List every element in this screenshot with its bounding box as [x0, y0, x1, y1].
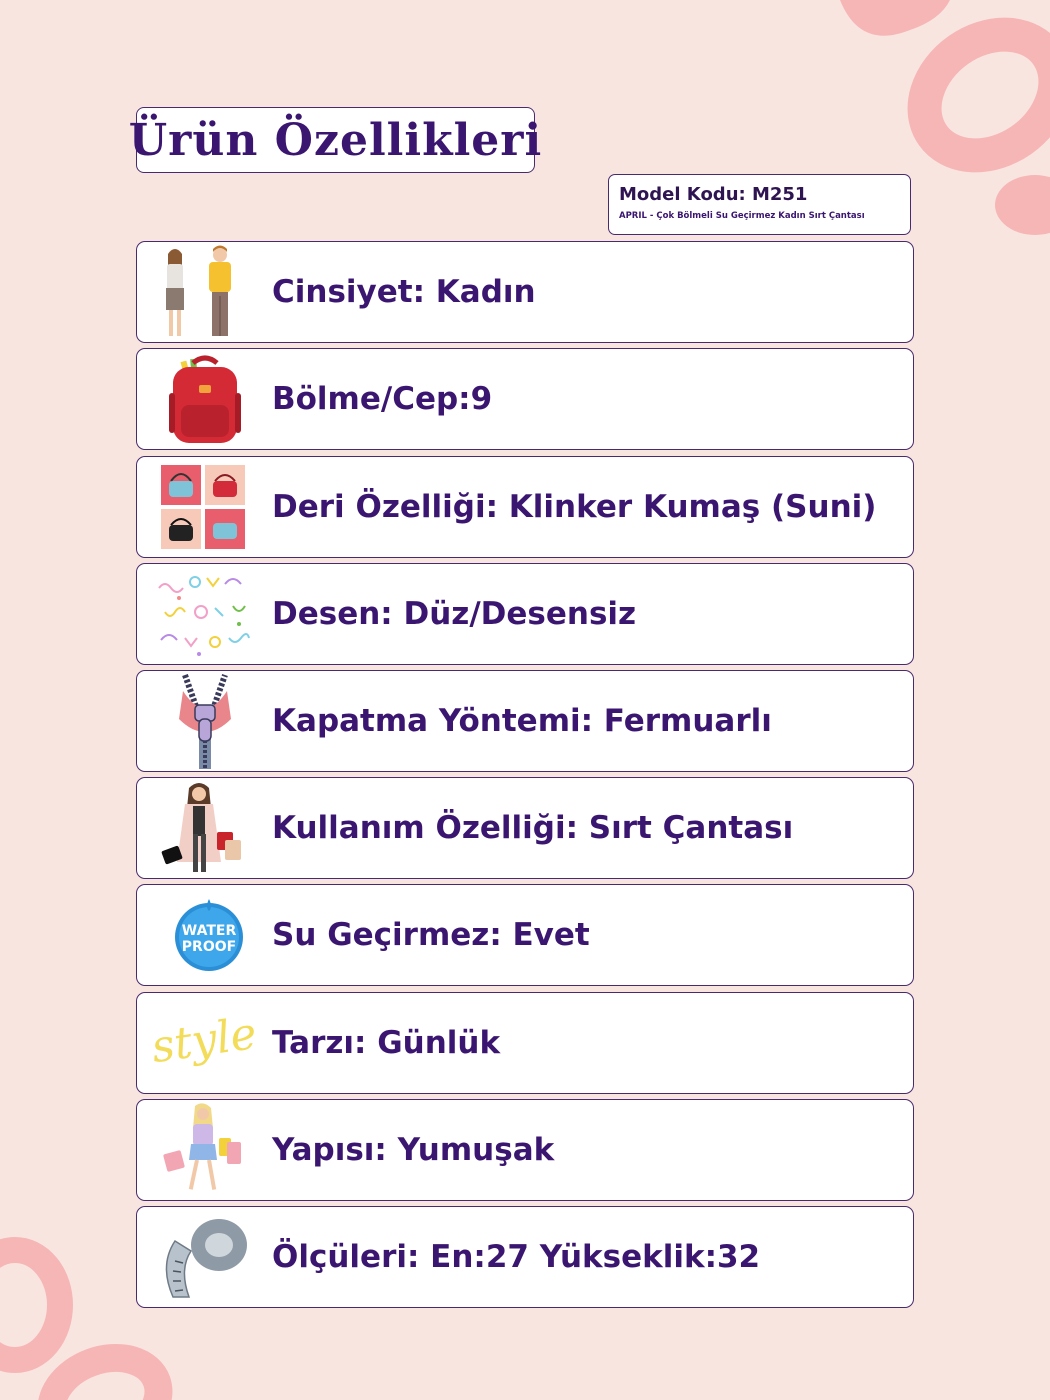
- waterproof-badge-icon: [155, 889, 255, 983]
- feature-label: Kapatma Yöntemi: Fermuarlı: [272, 703, 772, 739]
- zipper-icon: [155, 675, 255, 769]
- feature-label: Kullanım Özelliği: Sırt Çantası: [272, 810, 794, 846]
- model-info-box: [608, 174, 911, 235]
- model-code: Model Kodu: M251: [619, 184, 808, 205]
- page-title: Ürün Özellikleri: [128, 114, 543, 166]
- handbags-icon: [155, 461, 255, 555]
- fashion-woman-icon: [155, 782, 255, 876]
- backpack-icon: [155, 353, 255, 447]
- feature-label: Ölçüleri: En:27 Yükseklik:32: [272, 1239, 761, 1275]
- feature-row-gender: [136, 241, 914, 343]
- couple-icon: [155, 246, 255, 340]
- feature-label: Su Geçirmez: Evet: [272, 917, 590, 953]
- svg-text:style: style: [148, 1007, 260, 1074]
- feature-row-waterproof: [136, 884, 914, 986]
- feature-label: Tarzı: Günlük: [272, 1025, 501, 1061]
- feature-label: Bölme/Cep:9: [272, 381, 493, 417]
- shopping-woman-icon: [155, 1104, 255, 1198]
- feature-row-usage: [136, 777, 914, 879]
- title-box: [128, 107, 543, 173]
- style-script-icon: [148, 997, 260, 1091]
- feature-row-dimensions: [136, 1206, 914, 1308]
- feature-row-compartments: [136, 348, 914, 450]
- confetti-pattern-icon: [155, 568, 255, 662]
- svg-text:PROOF: PROOF: [181, 939, 237, 955]
- svg-text:WATER: WATER: [181, 923, 237, 939]
- feature-label: Desen: Düz/Desensiz: [272, 596, 637, 632]
- tape-measure-icon: [155, 1211, 255, 1305]
- feature-row-material: [136, 456, 914, 558]
- feature-row-style: [136, 992, 914, 1094]
- feature-row-pattern: [136, 563, 914, 665]
- feature-row-structure: [136, 1099, 914, 1201]
- product-name: APRIL - Çok Bölmeli Su Geçirmez Kadın Sırt Çantası: [619, 211, 865, 221]
- feature-label: Deri Özelliği: Klinker Kumaş (Suni): [272, 489, 877, 525]
- feature-row-closure: [136, 670, 914, 772]
- feature-label: Yapısı: Yumuşak: [272, 1132, 555, 1168]
- feature-label: Cinsiyet: Kadın: [272, 274, 536, 310]
